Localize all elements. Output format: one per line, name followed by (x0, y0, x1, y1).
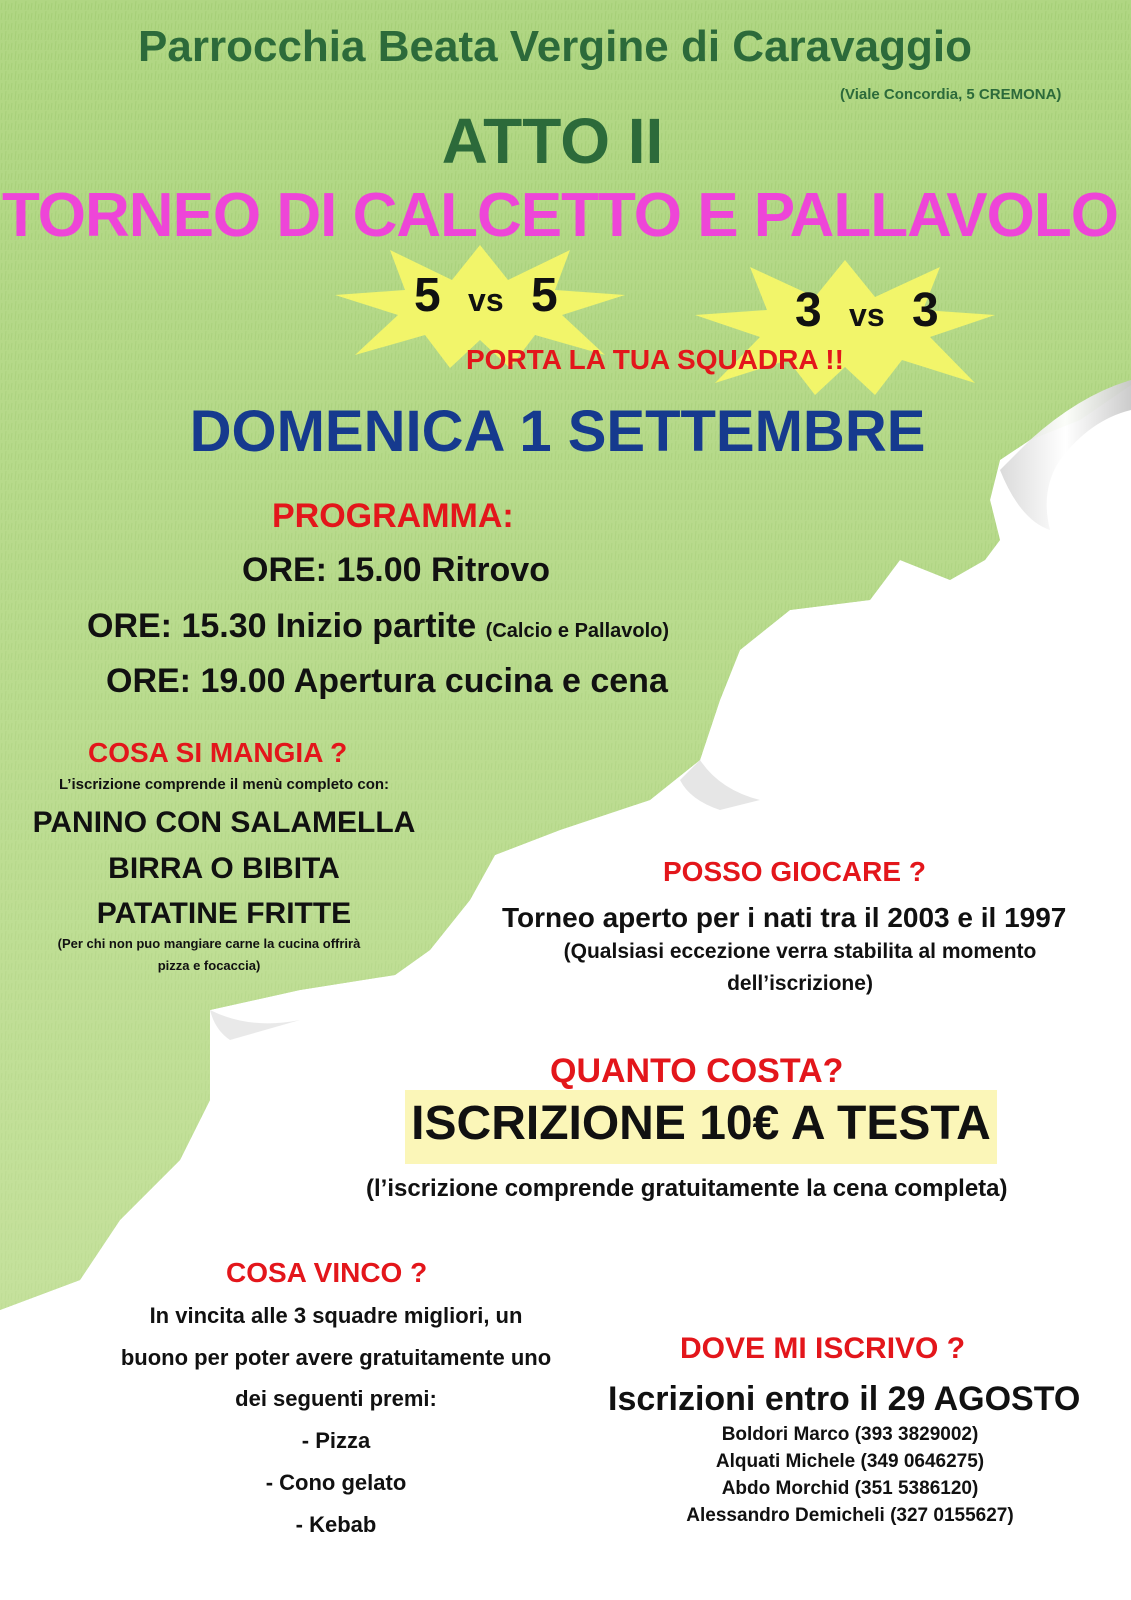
prizes-line-2: buono per poter avere gratuitamente uno (120, 1345, 552, 1370)
food-subtitle: L’iscrizione comprende il menù completo con: (58, 776, 390, 793)
format-3vs3-left: 3 (795, 284, 822, 337)
format-3vs3-vs: vs (849, 297, 885, 333)
event-date: DOMENICA 1 SETTEMBRE (189, 399, 926, 464)
eligibility-note-1: (Qualsiasi eccezione verra stabilita al momento (563, 940, 1037, 963)
food-note-1: (Per chi non puo mangiare carne la cucina offrirà (57, 936, 361, 951)
format-3vs3 (795, 283, 939, 338)
prize-item-1: - Pizza (301, 1428, 371, 1453)
prizes-line-3: dei seguenti premi: (235, 1386, 437, 1411)
food-title: COSA SI MANGIA ? (88, 737, 348, 768)
format-5vs5-vs: vs (468, 282, 504, 318)
registration-title: DOVE MI ISCRIVO ? (680, 1332, 966, 1365)
format-5vs5 (414, 268, 558, 323)
format-3vs3-right: 3 (911, 284, 939, 337)
cost-note: (l’iscrizione comprende gratuitamente la cena completa) (366, 1175, 1008, 1202)
contact-1: Boldori Marco (393 3829002) (721, 1424, 979, 1445)
format-5vs5-left: 5 (414, 269, 441, 322)
prizes-title: COSA VINCO ? (226, 1257, 428, 1288)
prize-item-3: - Kebab (295, 1512, 377, 1537)
parish-address: (Viale Concordia, 5 CREMONA) (840, 86, 1062, 103)
contact-4: Alessandro Demicheli (327 0155627) (686, 1505, 1014, 1526)
registration-deadline: Iscrizioni entro il 29 AGOSTO (608, 1380, 1081, 1418)
program-line-2-main: ORE: 15.30 Inizio partite (87, 607, 477, 645)
program-line-3: ORE: 19.00 Apertura cucina e cena (106, 662, 668, 700)
eligibility-note-2: dell’iscrizione) (727, 972, 873, 995)
program-title: PROGRAMMA: (272, 497, 514, 535)
food-note-2: pizza e focaccia) (157, 958, 261, 973)
food-item-3: PATATINE FRITTE (96, 897, 352, 930)
act-title: ATTO II (441, 105, 664, 177)
cost-title: QUANTO COSTA? (550, 1052, 844, 1090)
program-line-2 (87, 607, 669, 646)
format-5vs5-right: 5 (530, 269, 558, 322)
program-line-2-note: (Calcio e Pallavolo) (485, 620, 670, 642)
contact-3: Abdo Morchid (351 5386120) (721, 1478, 979, 1499)
cost-price: ISCRIZIONE 10€ A TESTA (411, 1097, 991, 1150)
food-item-2: BIRRA O BIBITA (108, 852, 340, 885)
call-to-action: PORTA LA TUA SQUADRA !! (466, 344, 844, 375)
prizes-line-1: In vincita alle 3 squadre migliori, un (149, 1303, 523, 1328)
tournament-title: TORNEO DI CALCETTO E PALLAVOLO (2, 181, 1118, 250)
eligibility-title: POSSO GIOCARE ? (663, 856, 926, 887)
eligibility-text: Torneo aperto per i nati tra il 2003 e il 1997 (502, 902, 1067, 933)
parish-title: Parrocchia Beata Vergine di Caravaggio (138, 22, 972, 71)
contact-2: Alquati Michele (349 0646275) (715, 1451, 985, 1472)
food-item-1: PANINO CON SALAMELLA (32, 806, 416, 839)
program-line-1: ORE: 15.00 Ritrovo (242, 551, 550, 589)
prize-item-2: - Cono gelato (265, 1470, 407, 1495)
